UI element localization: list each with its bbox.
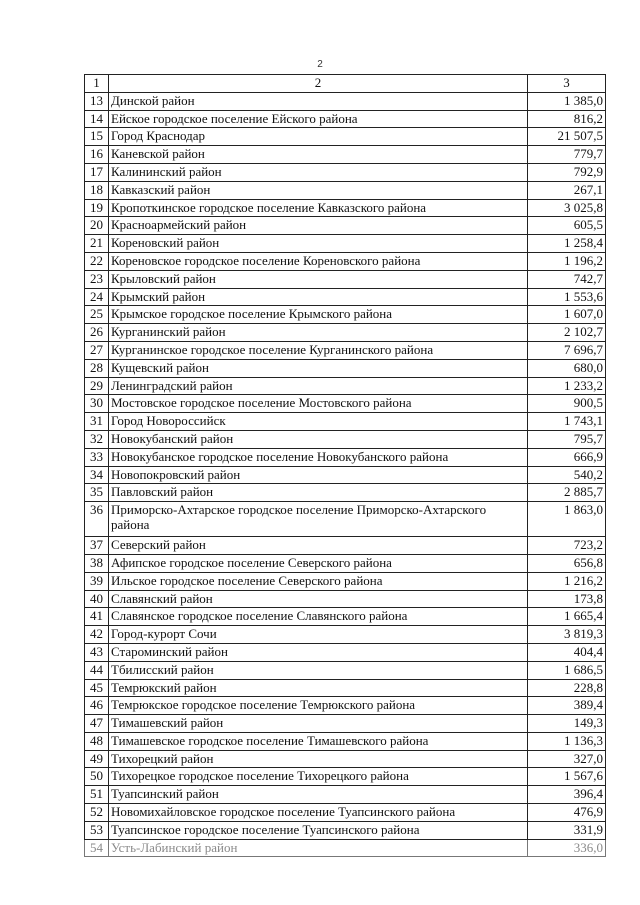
row-name: Тбилисский район	[109, 661, 528, 679]
row-name: Новопокровский район	[109, 466, 528, 484]
row-number: 28	[85, 359, 109, 377]
table-row	[85, 306, 606, 324]
header-col-1: 1	[85, 75, 109, 93]
table-row	[85, 448, 606, 466]
table-row	[85, 679, 606, 697]
row-value: 1 743,1	[528, 413, 606, 431]
row-number: 32	[85, 430, 109, 448]
table-row	[85, 839, 606, 857]
row-value: 1 567,6	[528, 768, 606, 786]
row-value: 792,9	[528, 163, 606, 181]
table-row	[85, 466, 606, 484]
row-value: 2 885,7	[528, 484, 606, 502]
table-body	[85, 92, 606, 857]
row-number: 14	[85, 110, 109, 128]
row-name: Новокубанское городское поселение Новокубанского района	[109, 448, 528, 466]
row-name: Ейское городское поселение Ейского района	[109, 110, 528, 128]
table-row	[85, 643, 606, 661]
row-value: 404,4	[528, 643, 606, 661]
row-number: 54	[85, 839, 109, 857]
table-row	[85, 537, 606, 555]
table-row	[85, 608, 606, 626]
row-name: Каневской район	[109, 146, 528, 164]
row-value: 816,2	[528, 110, 606, 128]
row-value: 1 136,3	[528, 732, 606, 750]
header-col-2: 2	[109, 75, 528, 93]
row-value: 173,8	[528, 590, 606, 608]
row-value: 267,1	[528, 181, 606, 199]
row-value: 900,5	[528, 395, 606, 413]
row-value: 680,0	[528, 359, 606, 377]
row-name: Тихорецкий район	[109, 750, 528, 768]
row-number: 17	[85, 163, 109, 181]
row-value: 723,2	[528, 537, 606, 555]
table-row	[85, 661, 606, 679]
row-name: Крымское городское поселение Крымского района	[109, 306, 528, 324]
row-value: 1 216,2	[528, 572, 606, 590]
row-number: 15	[85, 128, 109, 146]
row-number: 38	[85, 554, 109, 572]
row-name: Калининский район	[109, 163, 528, 181]
row-name: Мостовское городское поселение Мостовского района	[109, 395, 528, 413]
table-row	[85, 697, 606, 715]
row-name: Динской район	[109, 92, 528, 110]
row-number: 33	[85, 448, 109, 466]
row-name: Кавказский район	[109, 181, 528, 199]
row-name: Кореновское городское поселение Кореновского района	[109, 252, 528, 270]
row-name: Северский район	[109, 537, 528, 555]
row-name: Павловский район	[109, 484, 528, 502]
row-number: 23	[85, 270, 109, 288]
table-row	[85, 804, 606, 822]
allocation-table	[84, 74, 606, 857]
row-value: 1 686,5	[528, 661, 606, 679]
row-value: 1 258,4	[528, 235, 606, 253]
row-name: Курганинский район	[109, 324, 528, 342]
row-name: Тимашевское городское поселение Тимашевского района	[109, 732, 528, 750]
row-number: 47	[85, 715, 109, 733]
row-number: 16	[85, 146, 109, 164]
table-header-row	[85, 75, 606, 93]
row-value: 7 696,7	[528, 341, 606, 359]
table-row	[85, 430, 606, 448]
row-value: 389,4	[528, 697, 606, 715]
row-name: Город Новороссийск	[109, 413, 528, 431]
row-value: 666,9	[528, 448, 606, 466]
row-number: 18	[85, 181, 109, 199]
row-name: Крымский район	[109, 288, 528, 306]
row-value: 1 607,0	[528, 306, 606, 324]
row-number: 53	[85, 821, 109, 839]
table-row	[85, 413, 606, 431]
table-row	[85, 181, 606, 199]
table-row	[85, 572, 606, 590]
table-row	[85, 128, 606, 146]
table-row	[85, 163, 606, 181]
row-name: Туапсинское городское поселение Туапсинского района	[109, 821, 528, 839]
table-row	[85, 92, 606, 110]
row-value: 336,0	[528, 839, 606, 857]
table-row	[85, 252, 606, 270]
table-row	[85, 750, 606, 768]
table-row	[85, 715, 606, 733]
row-name: Темрюкский район	[109, 679, 528, 697]
row-value: 540,2	[528, 466, 606, 484]
row-number: 21	[85, 235, 109, 253]
row-number: 50	[85, 768, 109, 786]
row-value: 3 819,3	[528, 626, 606, 644]
row-value: 1 665,4	[528, 608, 606, 626]
table-row	[85, 199, 606, 217]
row-name: Красноармейский район	[109, 217, 528, 235]
row-value: 795,7	[528, 430, 606, 448]
row-number: 25	[85, 306, 109, 324]
row-number: 30	[85, 395, 109, 413]
row-number: 43	[85, 643, 109, 661]
row-name: Новокубанский район	[109, 430, 528, 448]
row-number: 40	[85, 590, 109, 608]
row-name: Город-курорт Сочи	[109, 626, 528, 644]
row-number: 24	[85, 288, 109, 306]
row-value: 228,8	[528, 679, 606, 697]
row-number: 46	[85, 697, 109, 715]
row-value: 1 233,2	[528, 377, 606, 395]
row-number: 37	[85, 537, 109, 555]
table-row	[85, 235, 606, 253]
row-value: 149,3	[528, 715, 606, 733]
row-name: Новомихайловское городское поселение Туапсинского района	[109, 804, 528, 822]
row-name: Туапсинский район	[109, 786, 528, 804]
row-value: 331,9	[528, 821, 606, 839]
row-number: 45	[85, 679, 109, 697]
row-value: 3 025,8	[528, 199, 606, 217]
row-name: Кропоткинское городское поселение Кавказского района	[109, 199, 528, 217]
row-name: Тихорецкое городское поселение Тихорецкого района	[109, 768, 528, 786]
row-value: 327,0	[528, 750, 606, 768]
table-row	[85, 146, 606, 164]
table-row	[85, 341, 606, 359]
table-row	[85, 590, 606, 608]
row-number: 26	[85, 324, 109, 342]
row-value: 742,7	[528, 270, 606, 288]
table-row	[85, 288, 606, 306]
row-name: Кореновский район	[109, 235, 528, 253]
row-name: Город Краснодар	[109, 128, 528, 146]
row-name: Тимашевский район	[109, 715, 528, 733]
row-number: 48	[85, 732, 109, 750]
row-value: 1 863,0	[528, 502, 606, 537]
row-number: 51	[85, 786, 109, 804]
row-name: Крыловский район	[109, 270, 528, 288]
row-number: 41	[85, 608, 109, 626]
row-number: 27	[85, 341, 109, 359]
table-row	[85, 395, 606, 413]
table-row	[85, 768, 606, 786]
table-row	[85, 732, 606, 750]
table-row	[85, 324, 606, 342]
row-name: Приморско-Ахтарское городское поселение Приморско-Ахтарского района	[109, 502, 528, 537]
row-name: Афипское городское поселение Северского района	[109, 554, 528, 572]
row-value: 779,7	[528, 146, 606, 164]
row-number: 35	[85, 484, 109, 502]
table-row	[85, 270, 606, 288]
row-number: 29	[85, 377, 109, 395]
row-number: 39	[85, 572, 109, 590]
row-value: 396,4	[528, 786, 606, 804]
row-number: 52	[85, 804, 109, 822]
row-number: 36	[85, 502, 109, 537]
row-value: 1 196,2	[528, 252, 606, 270]
row-name: Кущевский район	[109, 359, 528, 377]
row-value: 2 102,7	[528, 324, 606, 342]
table-row	[85, 484, 606, 502]
row-name: Ленинградский район	[109, 377, 528, 395]
row-name: Славянский район	[109, 590, 528, 608]
row-number: 49	[85, 750, 109, 768]
row-value: 605,5	[528, 217, 606, 235]
row-number: 44	[85, 661, 109, 679]
row-value: 1 385,0	[528, 92, 606, 110]
table-row	[85, 110, 606, 128]
row-name: Славянское городское поселение Славянского района	[109, 608, 528, 626]
row-name: Ильское городское поселение Северского района	[109, 572, 528, 590]
row-name: Курганинское городское поселение Курганинского района	[109, 341, 528, 359]
table-row	[85, 359, 606, 377]
row-name: Темрюкское городское поселение Темрюкского района	[109, 697, 528, 715]
table-row	[85, 377, 606, 395]
row-number: 22	[85, 252, 109, 270]
row-name: Староминский район	[109, 643, 528, 661]
page-number: 2	[317, 59, 323, 70]
row-number: 20	[85, 217, 109, 235]
row-name: Усть-Лабинский район	[109, 839, 528, 857]
table-row	[85, 626, 606, 644]
row-number: 34	[85, 466, 109, 484]
row-value: 1 553,6	[528, 288, 606, 306]
row-value: 476,9	[528, 804, 606, 822]
table-row	[85, 502, 606, 537]
table-row	[85, 821, 606, 839]
row-number: 42	[85, 626, 109, 644]
row-value: 656,8	[528, 554, 606, 572]
table-row	[85, 786, 606, 804]
table-row	[85, 554, 606, 572]
row-number: 31	[85, 413, 109, 431]
table-row	[85, 217, 606, 235]
row-value: 21 507,5	[528, 128, 606, 146]
row-number: 19	[85, 199, 109, 217]
header-col-3: 3	[528, 75, 606, 93]
row-number: 13	[85, 92, 109, 110]
